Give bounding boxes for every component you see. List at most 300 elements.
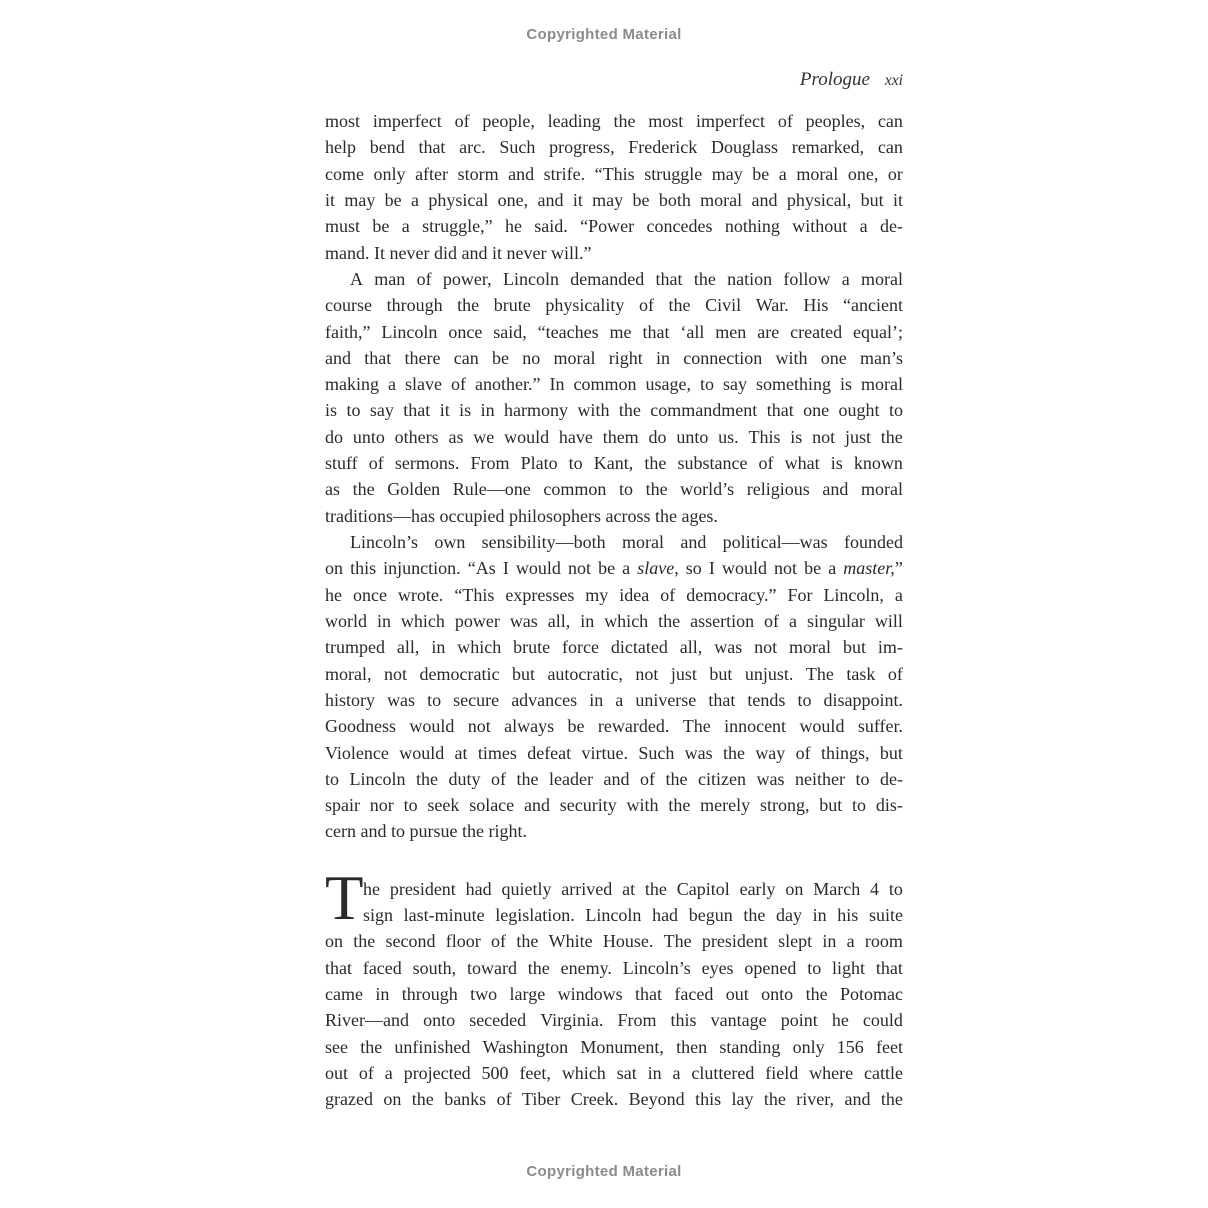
word: connection: [683, 347, 763, 368]
word: it: [572, 189, 583, 210]
word: of: [887, 663, 903, 684]
word: are: [757, 321, 780, 342]
word: moral: [796, 163, 839, 184]
word: a: [859, 216, 868, 237]
word: moral: [553, 347, 596, 368]
word: the: [665, 768, 688, 789]
word: neither: [794, 768, 845, 789]
word: was: [714, 637, 743, 658]
word: ages.: [681, 505, 718, 526]
word: imperfect: [696, 111, 766, 131]
word: imperfect: [372, 111, 442, 131]
word: not: [754, 637, 778, 658]
word: in: [376, 610, 391, 631]
word: enemy.: [560, 957, 612, 978]
word: the: [880, 426, 903, 447]
word: the: [618, 400, 641, 421]
word: after: [415, 163, 449, 184]
word: one,: [497, 189, 529, 210]
word: may: [344, 189, 376, 210]
word: we: [473, 426, 495, 447]
word: the: [763, 1089, 786, 1110]
word: “This: [594, 163, 635, 184]
word: cattle: [864, 1062, 903, 1083]
word: physical: [428, 189, 489, 210]
word: Frederick: [628, 137, 698, 158]
word: in: [375, 984, 390, 1004]
word: onto: [423, 1010, 456, 1031]
word: in: [647, 1062, 662, 1083]
word: may: [592, 189, 624, 210]
word: one,: [847, 163, 879, 184]
word: just: [844, 426, 871, 447]
word: out: [725, 984, 749, 1004]
word: expresses: [505, 584, 575, 605]
word: but: [842, 637, 866, 658]
copyright-notice-bottom: Copyrighted Material: [526, 1163, 682, 1180]
word: right.: [488, 821, 527, 842]
word: to: [888, 400, 903, 421]
word: say: [722, 374, 747, 395]
word: quietly: [501, 878, 552, 899]
word: leader: [549, 768, 593, 789]
word: the: [722, 742, 745, 763]
word: floor: [445, 931, 481, 952]
word: the: [693, 268, 716, 289]
word: the: [516, 768, 539, 789]
word: second: [385, 931, 436, 952]
word: arrived: [561, 878, 613, 899]
word: a: [846, 931, 855, 952]
word: where: [809, 1062, 854, 1083]
word: must: [325, 216, 361, 237]
word: Plato: [520, 453, 558, 474]
word: was: [387, 689, 416, 710]
word: and: [751, 189, 778, 210]
word: could: [862, 1010, 903, 1031]
word: moral: [622, 532, 664, 552]
text-line: [325, 374, 903, 400]
text-line: [363, 879, 903, 905]
word: Rule—one: [452, 479, 531, 500]
word: usage,: [645, 374, 691, 395]
word: history: [325, 689, 376, 710]
word: not: [567, 558, 591, 579]
word: peoples,: [805, 111, 866, 131]
word: moral: [860, 479, 903, 500]
word: of: [660, 584, 676, 605]
word: be: [752, 163, 770, 184]
text-line: [325, 984, 903, 1010]
text-line: [325, 348, 903, 374]
word: faith,”: [325, 321, 371, 342]
word: one: [803, 400, 830, 421]
word: solace: [469, 795, 515, 816]
word: equal’;: [853, 321, 903, 342]
word: Goodness: [325, 716, 396, 737]
word: last-minute: [403, 905, 485, 926]
word: Lincoln: [349, 768, 406, 789]
word: task: [846, 663, 876, 684]
text-line: [325, 216, 903, 242]
word: Virginia.: [540, 1010, 604, 1031]
word: vantage: [710, 1010, 767, 1031]
word: “ancient: [842, 295, 903, 316]
word: with: [775, 347, 808, 368]
word: be: [384, 189, 402, 210]
word: assertion: [690, 610, 755, 631]
word: common: [543, 479, 607, 500]
word: concedes: [646, 216, 713, 237]
word: of: [764, 610, 780, 631]
word: the: [411, 1089, 434, 1110]
word: others: [394, 426, 439, 447]
word: through: [401, 984, 458, 1004]
word: to: [699, 374, 714, 395]
copyright-notice-top: Copyrighted Material: [526, 26, 682, 43]
word: citizen: [698, 768, 746, 789]
word: be: [632, 189, 650, 210]
word: faced: [362, 957, 402, 978]
word: a: [388, 374, 396, 395]
word: slept: [778, 931, 813, 952]
word: river,: [796, 1089, 835, 1110]
word: the: [880, 1089, 903, 1110]
word: them: [602, 426, 639, 447]
word: not: [383, 663, 407, 684]
word: always: [504, 716, 555, 737]
text-line: [325, 269, 903, 295]
word: it: [325, 189, 336, 210]
word: that: [364, 347, 392, 368]
word: at: [622, 878, 636, 899]
word: the: [527, 957, 550, 978]
word: this: [350, 558, 377, 579]
word: with: [626, 795, 659, 816]
word: the: [360, 1036, 383, 1057]
word: this: [670, 1010, 697, 1031]
word: he: [325, 584, 342, 605]
word: idea: [619, 584, 650, 605]
word: there: [404, 347, 441, 368]
word: be: [491, 347, 509, 368]
word: moral: [789, 637, 832, 658]
word: way: [755, 742, 786, 763]
word: of: [368, 453, 384, 474]
text-line: [325, 743, 903, 769]
word: the: [416, 768, 439, 789]
word: but: [860, 189, 884, 210]
word: “teaches: [537, 321, 599, 342]
word: the: [668, 295, 691, 316]
word: that: [875, 957, 903, 978]
text-line: [325, 295, 903, 321]
running-head: [800, 69, 903, 91]
word: 4: [870, 878, 880, 899]
word: said,: [493, 321, 527, 342]
word: struggle: [644, 163, 703, 184]
word: be: [804, 558, 822, 579]
word: unto: [352, 426, 385, 447]
word: feet: [876, 1036, 903, 1057]
word: power: [454, 610, 500, 631]
word: the: [457, 295, 480, 316]
word: the: [644, 878, 667, 899]
word: do: [648, 426, 667, 447]
word: can: [453, 347, 479, 368]
word: occupied: [439, 505, 505, 526]
word: slave,: [637, 558, 679, 579]
word: on: [325, 931, 343, 952]
word: course: [325, 295, 372, 316]
word: the: [654, 505, 677, 526]
text-line: [325, 585, 903, 611]
word: Violence: [325, 742, 389, 763]
word: the: [613, 111, 636, 131]
word: banks: [444, 1089, 487, 1110]
word: War.: [755, 295, 789, 316]
word: Lincoln,: [823, 584, 884, 605]
word: man: [374, 268, 406, 289]
word: opened: [744, 957, 797, 978]
word: March: [813, 878, 861, 899]
word: Potomac: [839, 984, 903, 1004]
word: would: [409, 716, 455, 737]
word: A: [350, 268, 363, 289]
word: founded: [843, 532, 903, 552]
word: Such: [638, 742, 675, 763]
word: most: [325, 111, 361, 131]
word: in: [580, 610, 595, 631]
word: moral,: [325, 663, 372, 684]
word: duty: [448, 768, 481, 789]
word: but: [879, 742, 903, 763]
word: From: [470, 453, 510, 474]
word: Lincoln’s: [350, 532, 418, 552]
word: power,: [442, 268, 492, 289]
word: a: [894, 584, 903, 605]
word: was: [684, 742, 713, 763]
text-line: [325, 1037, 903, 1063]
word: a: [672, 1062, 681, 1083]
word: would: [721, 558, 767, 579]
word: windows: [557, 984, 623, 1004]
word: it: [439, 400, 450, 421]
word: Monument,: [580, 1036, 664, 1057]
word: religious: [746, 479, 810, 500]
word: universe: [635, 689, 697, 710]
word: that: [403, 400, 431, 421]
word: political—was: [722, 532, 828, 552]
word: The: [682, 716, 711, 737]
word: of: [491, 931, 507, 952]
word: In: [549, 374, 565, 395]
word: Golden: [387, 479, 441, 500]
text-line: [325, 243, 903, 269]
word: physical,: [786, 189, 852, 210]
word: would: [799, 716, 845, 737]
word: Civil: [705, 295, 742, 316]
word: The: [663, 931, 692, 952]
word: is: [459, 400, 472, 421]
word: unfinished: [394, 1036, 471, 1057]
word: at: [454, 742, 468, 763]
word: created: [790, 321, 843, 342]
text-line: [325, 664, 903, 690]
word: not: [467, 716, 491, 737]
word: once: [352, 584, 387, 605]
word: that: [325, 957, 352, 978]
text-line: [325, 690, 903, 716]
word: which: [400, 610, 445, 631]
text-line: [325, 958, 903, 984]
word: president: [389, 878, 456, 899]
word: the: [516, 931, 539, 952]
word: remarked,: [791, 137, 865, 158]
word: master,”: [843, 558, 903, 579]
word: dictated: [610, 637, 668, 658]
word: no: [522, 347, 541, 368]
word: grazed: [325, 1089, 373, 1110]
word: eyes: [701, 957, 734, 978]
word: House.: [602, 931, 654, 952]
word: “Power: [580, 216, 635, 237]
word: dis-: [875, 795, 903, 816]
word: a: [788, 610, 797, 631]
word: to: [618, 479, 633, 500]
word: cern: [325, 821, 356, 842]
word: just: [670, 663, 697, 684]
word: was: [509, 610, 538, 631]
word: defeat: [527, 742, 572, 763]
word: River—and: [325, 1010, 409, 1031]
word: but: [709, 663, 733, 684]
word: my: [585, 584, 609, 605]
word: point: [780, 1010, 818, 1031]
word: Lincoln: [502, 268, 559, 289]
word: all,: [396, 637, 420, 658]
word: nation: [727, 268, 773, 289]
word: in: [822, 931, 837, 952]
text-line: [325, 1010, 903, 1036]
word: the: [644, 453, 667, 474]
word: Capitol: [676, 878, 730, 899]
word: seceded: [469, 1010, 527, 1031]
chapter-title: Prologue: [799, 69, 870, 90]
word: day: [775, 905, 802, 926]
word: in: [589, 689, 604, 710]
word: democratic: [419, 663, 500, 684]
word: I: [708, 558, 715, 579]
text-line: [325, 111, 903, 137]
word: times: [477, 742, 517, 763]
word: large: [509, 984, 546, 1004]
word: “This: [454, 584, 495, 605]
word: but: [819, 795, 843, 816]
word: and: [461, 242, 488, 263]
word: that: [708, 689, 736, 710]
word: would: [515, 558, 561, 579]
word: to: [346, 400, 361, 421]
word: a: [401, 216, 410, 237]
word: moral: [860, 374, 903, 395]
word: legislation.: [495, 905, 575, 926]
word: of: [638, 295, 654, 316]
word: president: [701, 931, 768, 952]
word: 156: [836, 1036, 864, 1057]
word: room: [864, 931, 903, 952]
word: without: [792, 216, 848, 237]
word: in: [480, 400, 495, 421]
word: Creek.: [570, 1089, 619, 1110]
word: can: [877, 137, 903, 158]
word: a: [411, 189, 419, 210]
word: follow: [783, 268, 831, 289]
word: Such: [499, 137, 536, 158]
word: seek: [427, 795, 460, 816]
text-line: [325, 137, 903, 163]
word: innocent: [724, 716, 787, 737]
word: to: [427, 689, 442, 710]
word: begun: [688, 905, 733, 926]
word: across: [605, 505, 651, 526]
word: unjust.: [744, 663, 794, 684]
word: light: [832, 957, 866, 978]
word: own: [434, 532, 466, 552]
text-line: [325, 164, 903, 190]
word: a: [841, 268, 850, 289]
word: in: [431, 637, 446, 658]
paragraph: [325, 269, 903, 532]
word: me: [609, 321, 632, 342]
word: democracy.”: [686, 584, 777, 605]
word: and: [508, 163, 535, 184]
word: will: [874, 610, 903, 631]
word: had: [652, 905, 679, 926]
word: leading: [547, 111, 601, 131]
word: moral: [700, 189, 743, 210]
word: he: [363, 878, 380, 899]
word: de-: [879, 216, 903, 237]
word: to: [797, 689, 812, 710]
word: advances: [511, 689, 578, 710]
text-line: [325, 1089, 903, 1115]
word: would: [399, 742, 445, 763]
word: ‘all: [680, 321, 705, 342]
text-line: [325, 821, 903, 847]
word: did: [433, 242, 457, 263]
word: struggle,”: [422, 216, 493, 237]
word: both: [658, 189, 691, 210]
word: brute: [493, 295, 531, 316]
word: wrote.: [397, 584, 444, 605]
word: is: [839, 374, 852, 395]
word: in: [655, 347, 670, 368]
word: and: [523, 795, 550, 816]
word: The: [805, 663, 834, 684]
text-line: [325, 769, 903, 795]
word: and: [680, 532, 707, 552]
word: on: [325, 558, 343, 579]
text-line: [325, 558, 903, 584]
text-line: [325, 400, 903, 426]
word: is: [830, 453, 843, 474]
word: and: [844, 1089, 871, 1110]
word: Lincoln: [585, 905, 642, 926]
word: a: [622, 558, 631, 579]
text-line: [325, 931, 903, 957]
word: that: [635, 984, 662, 1004]
